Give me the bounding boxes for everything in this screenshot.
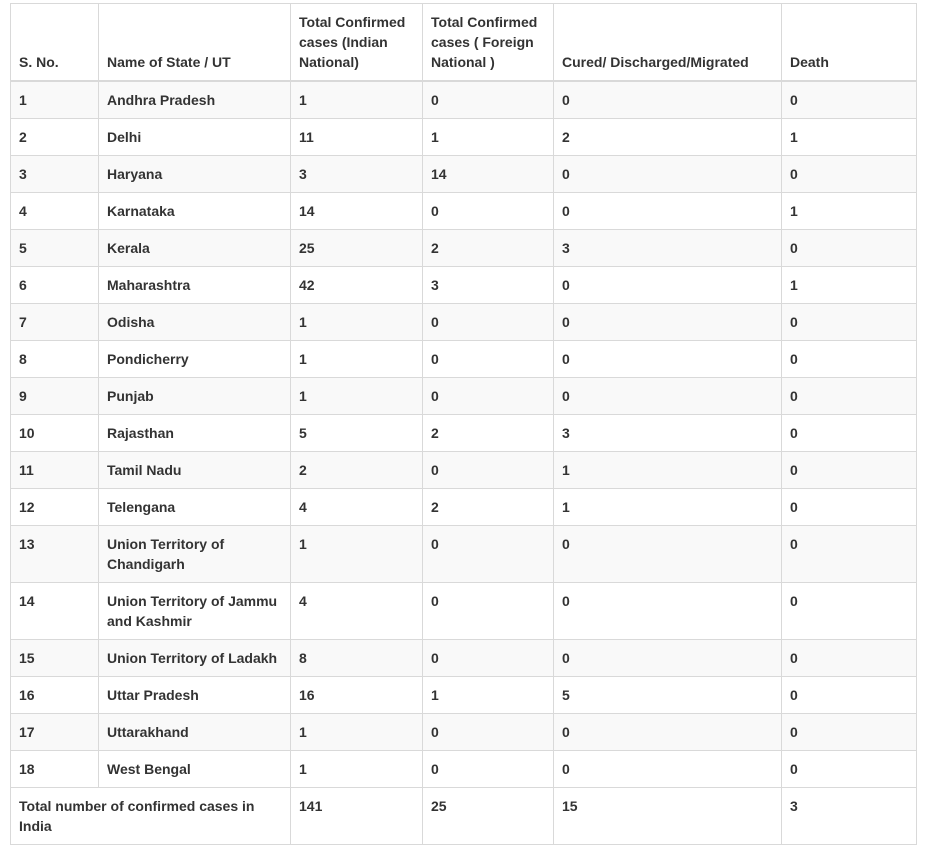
cell-indian-cases: 1 — [291, 378, 423, 415]
cell-death: 0 — [782, 640, 917, 677]
table-row — [11, 640, 917, 677]
cell-state: Andhra Pradesh — [99, 81, 291, 119]
cell-foreign-cases: 0 — [423, 714, 554, 751]
cell-indian-cases: 1 — [291, 526, 423, 583]
table-row — [11, 193, 917, 230]
cell-cured: 0 — [554, 267, 782, 304]
cell-sno: 13 — [11, 526, 99, 583]
cell-indian-cases: 14 — [291, 193, 423, 230]
cell-state: Delhi — [99, 119, 291, 156]
cell-indian-cases: 1 — [291, 304, 423, 341]
total-row — [11, 788, 917, 845]
cell-indian-cases: 1 — [291, 751, 423, 788]
cell-indian-cases: 8 — [291, 640, 423, 677]
total-indian: 141 — [291, 788, 423, 845]
cell-state: Rajasthan — [99, 415, 291, 452]
cell-death: 0 — [782, 583, 917, 640]
cell-sno: 1 — [11, 81, 99, 119]
table-header — [11, 4, 917, 82]
cell-foreign-cases: 0 — [423, 304, 554, 341]
cell-state: Kerala — [99, 230, 291, 267]
covid-cases-table — [10, 3, 917, 845]
cell-state: Punjab — [99, 378, 291, 415]
table-container — [10, 3, 917, 845]
cell-cured: 5 — [554, 677, 782, 714]
cell-sno: 5 — [11, 230, 99, 267]
cell-foreign-cases: 1 — [423, 677, 554, 714]
cell-foreign-cases: 14 — [423, 156, 554, 193]
table-row — [11, 452, 917, 489]
cell-indian-cases: 2 — [291, 452, 423, 489]
cell-death: 0 — [782, 230, 917, 267]
cell-cured: 1 — [554, 489, 782, 526]
cell-sno: 4 — [11, 193, 99, 230]
cell-foreign-cases: 3 — [423, 267, 554, 304]
cell-indian-cases: 11 — [291, 119, 423, 156]
cell-indian-cases: 42 — [291, 267, 423, 304]
table-row — [11, 583, 917, 640]
cell-death: 0 — [782, 415, 917, 452]
cell-sno: 6 — [11, 267, 99, 304]
table-row — [11, 81, 917, 119]
table-body — [11, 81, 917, 788]
cell-foreign-cases: 0 — [423, 341, 554, 378]
cell-sno: 12 — [11, 489, 99, 526]
table-row — [11, 378, 917, 415]
cell-death: 0 — [782, 677, 917, 714]
cell-state: Maharashtra — [99, 267, 291, 304]
cell-state: Uttar Pradesh — [99, 677, 291, 714]
cell-death: 0 — [782, 489, 917, 526]
cell-death: 0 — [782, 304, 917, 341]
table-row — [11, 267, 917, 304]
cell-indian-cases: 1 — [291, 81, 423, 119]
cell-sno: 10 — [11, 415, 99, 452]
cell-foreign-cases: 0 — [423, 640, 554, 677]
total-foreign: 25 — [423, 788, 554, 845]
cell-death: 1 — [782, 119, 917, 156]
header-row — [11, 4, 917, 82]
cell-sno: 17 — [11, 714, 99, 751]
cell-sno: 16 — [11, 677, 99, 714]
cell-foreign-cases: 2 — [423, 230, 554, 267]
table-row — [11, 526, 917, 583]
cell-state: Haryana — [99, 156, 291, 193]
table-row — [11, 714, 917, 751]
table-row — [11, 415, 917, 452]
cell-state: Union Territory of Ladakh — [99, 640, 291, 677]
cell-cured: 0 — [554, 378, 782, 415]
cell-cured: 3 — [554, 230, 782, 267]
cell-sno: 7 — [11, 304, 99, 341]
header-foreign-cases: Total Confirmed cases ( Foreign National ) — [423, 4, 554, 82]
cell-foreign-cases: 0 — [423, 378, 554, 415]
header-sno: S. No. — [11, 4, 99, 82]
table-row — [11, 751, 917, 788]
cell-cured: 0 — [554, 341, 782, 378]
cell-foreign-cases: 0 — [423, 526, 554, 583]
cell-cured: 0 — [554, 156, 782, 193]
cell-death: 0 — [782, 714, 917, 751]
cell-state: Telengana — [99, 489, 291, 526]
cell-sno: 8 — [11, 341, 99, 378]
table-row — [11, 677, 917, 714]
table-footer — [11, 788, 917, 845]
cell-state: Union Territory of Jammu and Kashmir — [99, 583, 291, 640]
total-label: Total number of confirmed cases in India — [11, 788, 291, 845]
table-row — [11, 304, 917, 341]
header-death: Death — [782, 4, 917, 82]
cell-death: 0 — [782, 378, 917, 415]
table-row — [11, 119, 917, 156]
cell-death: 0 — [782, 751, 917, 788]
cell-foreign-cases: 0 — [423, 583, 554, 640]
cell-cured: 0 — [554, 583, 782, 640]
header-cured: Cured/ Discharged/Migrated — [554, 4, 782, 82]
cell-sno: 15 — [11, 640, 99, 677]
cell-death: 0 — [782, 341, 917, 378]
cell-foreign-cases: 1 — [423, 119, 554, 156]
cell-cured: 0 — [554, 714, 782, 751]
cell-indian-cases: 1 — [291, 714, 423, 751]
cell-cured: 0 — [554, 640, 782, 677]
cell-cured: 1 — [554, 452, 782, 489]
cell-death: 0 — [782, 156, 917, 193]
cell-cured: 2 — [554, 119, 782, 156]
cell-state: Odisha — [99, 304, 291, 341]
cell-indian-cases: 4 — [291, 583, 423, 640]
cell-cured: 3 — [554, 415, 782, 452]
cell-indian-cases: 3 — [291, 156, 423, 193]
cell-sno: 11 — [11, 452, 99, 489]
cell-cured: 0 — [554, 526, 782, 583]
cell-cured: 0 — [554, 751, 782, 788]
total-death: 3 — [782, 788, 917, 845]
cell-indian-cases: 5 — [291, 415, 423, 452]
cell-state: Uttarakhand — [99, 714, 291, 751]
cell-foreign-cases: 0 — [423, 751, 554, 788]
cell-death: 1 — [782, 267, 917, 304]
cell-sno: 9 — [11, 378, 99, 415]
header-indian-cases: Total Confirmed cases (Indian National) — [291, 4, 423, 82]
cell-sno: 2 — [11, 119, 99, 156]
cell-indian-cases: 16 — [291, 677, 423, 714]
table-row — [11, 230, 917, 267]
total-cured: 15 — [554, 788, 782, 845]
cell-foreign-cases: 0 — [423, 81, 554, 119]
cell-foreign-cases: 0 — [423, 452, 554, 489]
cell-death: 0 — [782, 81, 917, 119]
cell-cured: 0 — [554, 193, 782, 230]
cell-foreign-cases: 0 — [423, 193, 554, 230]
table-row — [11, 341, 917, 378]
cell-state: Tamil Nadu — [99, 452, 291, 489]
cell-foreign-cases: 2 — [423, 489, 554, 526]
cell-foreign-cases: 2 — [423, 415, 554, 452]
table-row — [11, 156, 917, 193]
cell-sno: 14 — [11, 583, 99, 640]
cell-state: Union Territory of Chandigarh — [99, 526, 291, 583]
cell-indian-cases: 4 — [291, 489, 423, 526]
cell-indian-cases: 1 — [291, 341, 423, 378]
cell-death: 0 — [782, 452, 917, 489]
cell-indian-cases: 25 — [291, 230, 423, 267]
cell-state: Karnataka — [99, 193, 291, 230]
cell-state: Pondicherry — [99, 341, 291, 378]
cell-state: West Bengal — [99, 751, 291, 788]
cell-cured: 0 — [554, 304, 782, 341]
cell-sno: 18 — [11, 751, 99, 788]
cell-cured: 0 — [554, 81, 782, 119]
table-row — [11, 489, 917, 526]
header-state: Name of State / UT — [99, 4, 291, 82]
cell-death: 1 — [782, 193, 917, 230]
cell-death: 0 — [782, 526, 917, 583]
cell-sno: 3 — [11, 156, 99, 193]
